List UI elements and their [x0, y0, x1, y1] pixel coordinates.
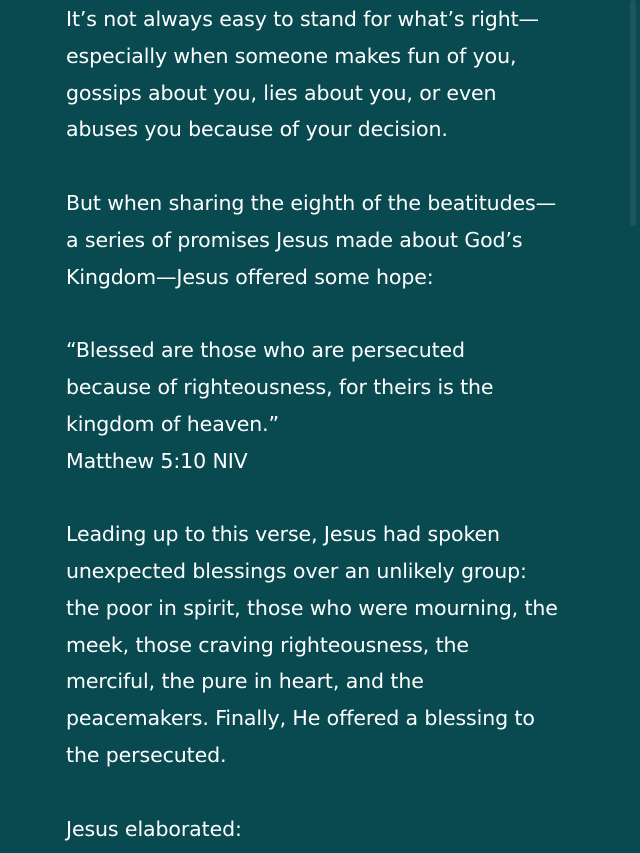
- text-line: Leading up to this verse, Jesus had spoken: [66, 522, 500, 547]
- scrollbar[interactable]: [630, 0, 636, 226]
- paragraph-elaboration: [66, 811, 606, 848]
- verse-line: because of righteousness, for theirs is the: [66, 374, 494, 399]
- text-line: Jesus elaborated:: [66, 816, 242, 841]
- text-line: meek, those craving righteousness, the: [66, 632, 469, 657]
- text-line: unexpected blessings over an unlikely group:: [66, 558, 527, 583]
- text-line: especially when someone makes fun of you,: [66, 43, 517, 68]
- text-line: gossips about you, lies about you, or even: [66, 80, 497, 105]
- text-line: It’s not always easy to stand for what’s right—: [66, 7, 539, 31]
- text-line: the poor in spirit, those who were mourning, the: [66, 595, 558, 620]
- text-line: peacemakers. Finally, He offered a blessing to: [66, 706, 535, 731]
- verse-line: “Blessed are those who are persecuted: [66, 338, 465, 363]
- verse-line: kingdom of heaven.”: [66, 411, 280, 436]
- text-line: a series of promises Jesus made about God’s: [66, 227, 523, 252]
- text-line: merciful, the pure in heart, and the: [66, 669, 424, 694]
- article-body[interactable]: [66, 1, 606, 853]
- text-line: But when sharing the eighth of the beatitudes—: [66, 190, 556, 215]
- text-line: the persecuted.: [66, 742, 227, 767]
- paragraph-verse-quote: [66, 332, 606, 479]
- text-line: Kingdom—Jesus offered some hope:: [66, 264, 434, 289]
- paragraph-intro: [66, 1, 606, 148]
- verse-reference: Matthew 5:10 NIV: [66, 448, 248, 473]
- paragraph-beatitudes: [66, 185, 606, 295]
- text-line: abuses you because of your decision.: [66, 117, 448, 142]
- paragraph-explanation: [66, 516, 606, 774]
